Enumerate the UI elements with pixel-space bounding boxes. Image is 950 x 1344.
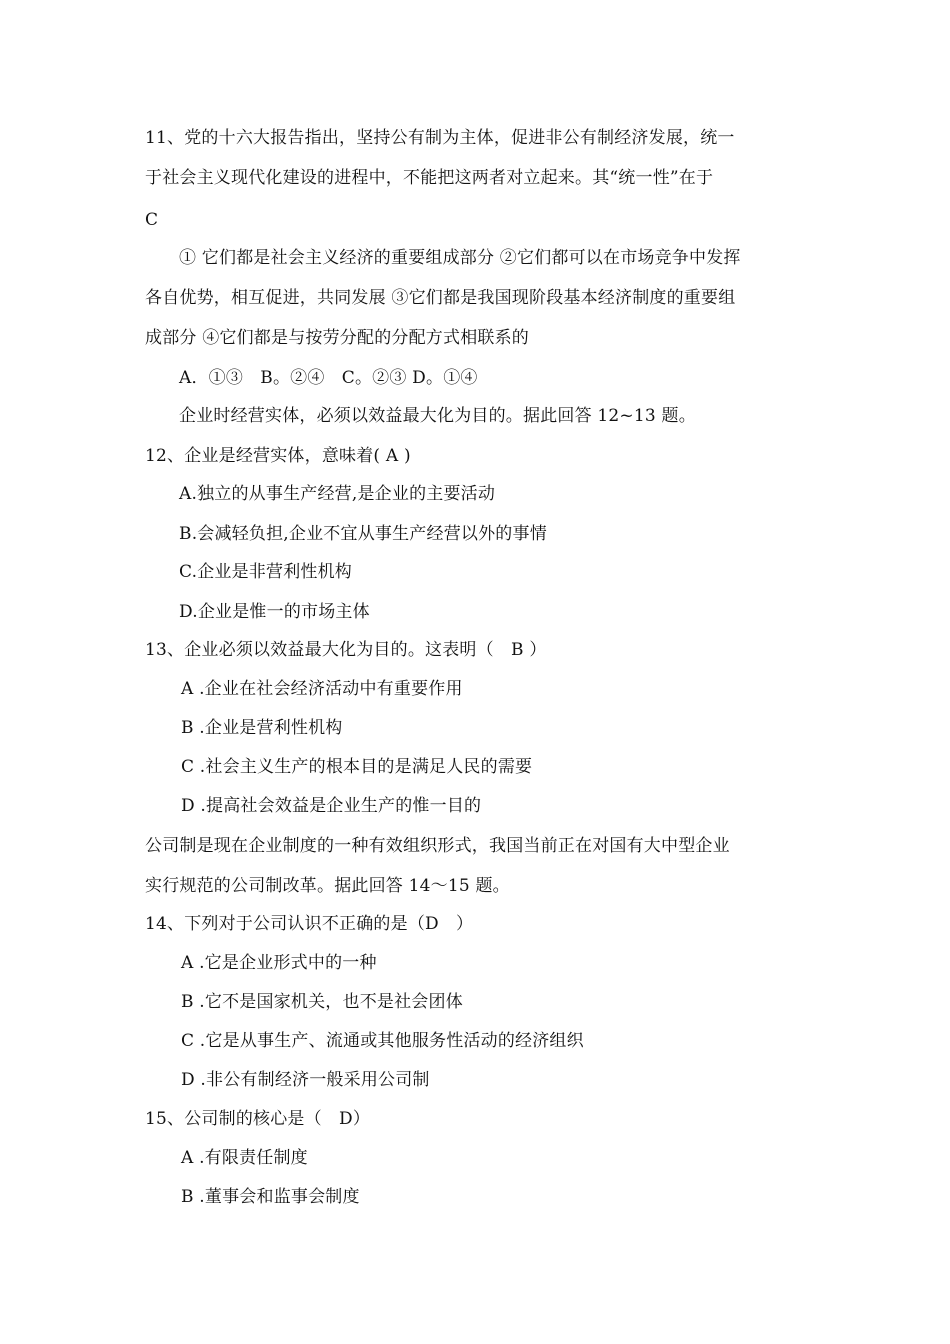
intro-14-15-line-1: 公司制是现在企业制度的一种有效组织形式，我国当前正在对国有大中型企业 (145, 836, 730, 856)
q11-answer: C (145, 210, 159, 230)
intro-14-15-line-2: 实行规范的公司制改革。据此回答 14～15 题。 (145, 876, 510, 896)
q15-option-a: A .有限责任制度 (181, 1148, 308, 1168)
q14-option-a: A .它是企业形式中的一种 (181, 953, 377, 973)
q12-option-d: D.企业是惟一的市场主体 (179, 602, 370, 622)
q12-option-a: A.独立的从事生产经营,是企业的主要活动 (179, 484, 496, 504)
q11-statement-line-1: ① 它们都是社会主义经济的重要组成部分 ②它们都可以在市场竞争中发挥 (179, 248, 741, 268)
q14-option-c: C .它是从事生产、流通或其他服务性活动的经济组织 (181, 1031, 584, 1051)
q11-statement-line-2: 各自优势，相互促进，共同发展 ③它们都是我国现阶段基本经济制度的重要组 (145, 288, 736, 308)
q12-option-c: C.企业是非营利性机构 (179, 562, 353, 582)
q14-option-b: B .它不是国家机关，也不是社会团体 (181, 992, 463, 1012)
q14-stem: 14、下列对于公司认识不正确的是（D ） (145, 914, 474, 934)
q11-stem-line-2: 于社会主义现代化建设的进程中，不能把这两者对立起来。其“统一性”在于 (145, 168, 714, 188)
q12-stem: 12、企业是经营实体，意味着( A ) (145, 446, 411, 466)
q11-options: A．①③ B。②④ C。②③ D。①④ (179, 368, 478, 388)
intro-12-13: 企业时经营实体，必须以效益最大化为目的。据此回答 12~13 题。 (179, 406, 696, 426)
q13-option-d: D .提高社会效益是企业生产的惟一目的 (181, 796, 482, 816)
q15-option-b: B .董事会和监事会制度 (181, 1187, 360, 1207)
q13-option-b: B .企业是营利性机构 (181, 718, 343, 738)
q13-stem: 13、企业必须以效益最大化为目的。这表明（ B ） (145, 640, 547, 660)
q13-option-a: A .企业在社会经济活动中有重要作用 (181, 679, 463, 699)
q15-stem: 15、公司制的核心是（ D） (145, 1109, 371, 1129)
q11-stem-line-1: 11、党的十六大报告指出，坚持公有制为主体，促进非公有制经济发展，统一 (145, 128, 735, 148)
q11-statement-line-3: 成部分 ④它们都是与按劳分配的分配方式相联系的 (145, 328, 530, 348)
q14-option-d: D .非公有制经济一般采用公司制 (181, 1070, 430, 1090)
q13-option-c: C .社会主义生产的根本目的是满足人民的需要 (181, 757, 533, 777)
q12-option-b: B.会减轻负担,企业不宜从事生产经营以外的事情 (179, 524, 547, 544)
